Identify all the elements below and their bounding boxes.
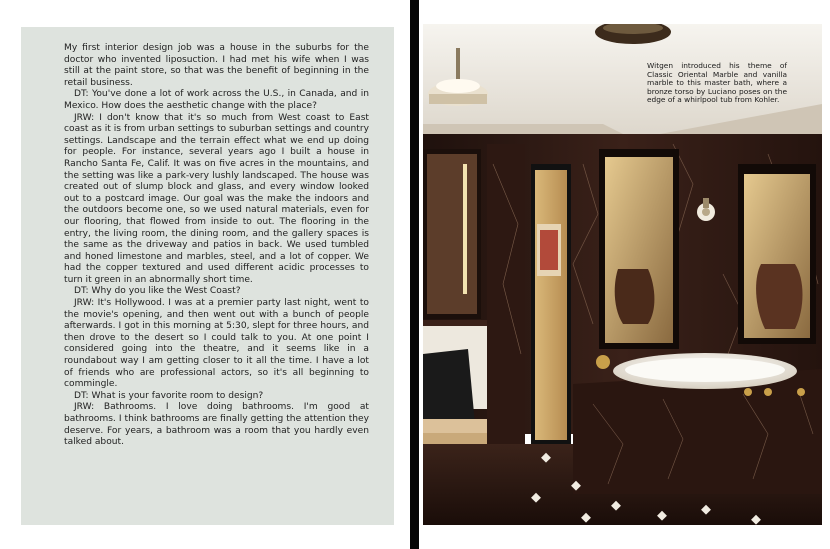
paragraph-question-regions: DT: You've done a lot of work across the U.S., in Canada, and in Mexico. How does the aesthetic change with the place?: [64, 89, 369, 111]
bronze-torso: [756, 264, 802, 329]
paragraph-question-west-coast: DT: Why do you like the West Coast?: [74, 286, 241, 297]
paragraph-intro: My first interior design job was a house in the suburbs for the doctor who invented liposuction. I had met his wife when I was still at the paint store, so that was the benefit of beginning in the retail business.: [64, 43, 369, 88]
text-page: [21, 27, 394, 525]
doorway: [535, 170, 567, 440]
interview-article: [64, 43, 369, 449]
paragraph-answer-regions: JRW: I don't know that it's so much from West coast to East coast as it is from urban settings to suburban settings and country settings. Landscape and the terrain effect what we end up doing for people. For instance, several years ago I built a house in Rancho Santa Fe, Calif. It was on five acres in the mountains, and the setting was like a park-very lushly landscaped. The house was created out of slump block and glass, and every window looked out to a postcard image. Our goal was the make the indoors and the outdoors become one, so we used natural materials, even for our flooring, that flowed from inside to out. The flooring in the entry, the living room, the dining room, and the gallery spaces is the same as the driveway and patios in back. We used tumbled and honed limestone and marbles, steel, and a lot of copper. We had the copper textured and used different acidic processes to turn it green in an abnormally short time.: [64, 112, 369, 285]
paragraph-answer-favorite-room: JRW: Bathrooms. I love doing bathrooms. I'm good at bathrooms. I think bathrooms are finally getting the attention they deserve. For years, a bathroom was a room that you hardly even talked about.: [64, 402, 369, 448]
photo-caption: Witgen introduced his theme of Classic Oriental Marble and vanilla marble to this master bath, where a bronze torso by Luciano poses on the edge of a whirlpool tub from Kohler.: [647, 61, 787, 105]
paragraph-answer-west-coast: JRW: It's Hollywood. I was at a premier party last night, went to the movie's opening, and then went out with a bunch of people afterwards. I got in this morning at 5:30, slept for three hours, and then drove to the desert so I could talk to you. At one point I considered going into the theatre, and it seems like in a roundabout way I am getting closer to it all the time. I have a lot of friends who are professional actors, so it's all beginning to commingle.: [64, 298, 369, 390]
page-spine: [410, 0, 419, 549]
paragraph-question-favorite-room: DT: What is your favorite room to design?: [74, 390, 264, 401]
